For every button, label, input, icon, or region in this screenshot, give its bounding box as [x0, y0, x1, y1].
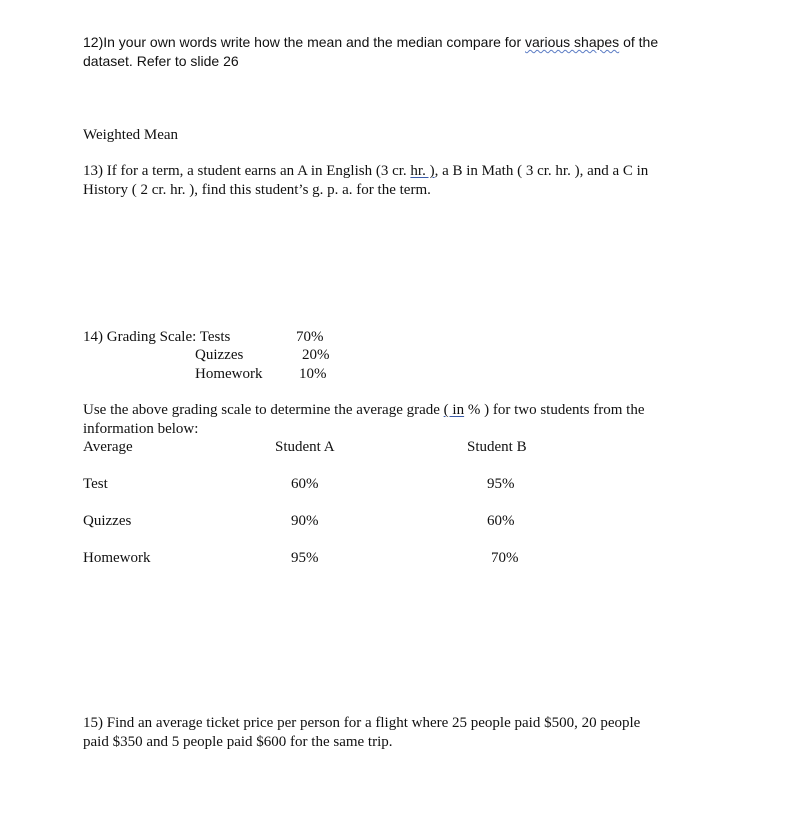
- table-row-homework-a: 95%: [291, 550, 319, 566]
- q13-text-b: hr. ): [410, 163, 435, 179]
- q14-instruction-line-2: information below:: [83, 421, 199, 437]
- scale-quizzes-label: Quizzes: [195, 347, 244, 363]
- q13-text-c: , a B in Math ( 3 cr. hr. ), and a C in: [434, 163, 649, 179]
- table-row-homework-b: 70%: [491, 550, 519, 566]
- table-row-quizzes-b: 60%: [487, 513, 515, 529]
- q15-line-2: paid $350 and 5 people paid $600 for the same trip.: [83, 734, 393, 750]
- q15-line-1: 15) Find an average ticket price per person for a flight where 25 people paid $500, 20 people: [83, 715, 641, 731]
- table-header-average: Average: [83, 439, 133, 455]
- q12-text-a: 12)In your own words write how the mean and the median compare for: [83, 34, 526, 50]
- q14-instr-a: Use the above grading scale to determine the average grade: [83, 402, 444, 418]
- scale-homework-label: Homework: [195, 366, 263, 382]
- table-row-quizzes-label: Quizzes: [83, 513, 132, 529]
- scale-quizzes-pct: 20%: [302, 347, 330, 363]
- weighted-mean-heading: Weighted Mean: [83, 127, 179, 143]
- table-row-test-b: 95%: [487, 476, 515, 492]
- q12-line-1: [83, 34, 658, 50]
- q12-line-2: dataset. Refer to slide 26: [83, 53, 239, 69]
- table-row-test-a: 60%: [291, 476, 319, 492]
- q12-text-b: various shapes: [525, 34, 620, 50]
- table-header-student-a: Student A: [275, 439, 335, 455]
- q14-instr-b: ( in: [443, 402, 465, 418]
- table-row-quizzes-a: 90%: [291, 513, 319, 529]
- q12-text-c: of the: [619, 34, 659, 50]
- table-header-student-b: Student B: [467, 439, 527, 455]
- q13-text-a: 13) If for a term, a student earns an A in English (3 cr.: [83, 163, 411, 179]
- q13-line-2: History ( 2 cr. hr. ), find this student’s g. p. a. for the term.: [83, 182, 431, 198]
- q13-line-1: [83, 163, 648, 180]
- table-row-homework-label: Homework: [83, 550, 151, 566]
- table-row-test-label: Test: [83, 476, 108, 492]
- scale-tests-pct: 70%: [296, 329, 324, 345]
- q14-prefix: 14) Grading Scale: Tests: [83, 329, 231, 345]
- q14-instruction-line-1: [83, 402, 644, 419]
- scale-homework-pct: 10%: [299, 366, 327, 382]
- q14-instr-c: % ) for two students from the: [464, 402, 645, 418]
